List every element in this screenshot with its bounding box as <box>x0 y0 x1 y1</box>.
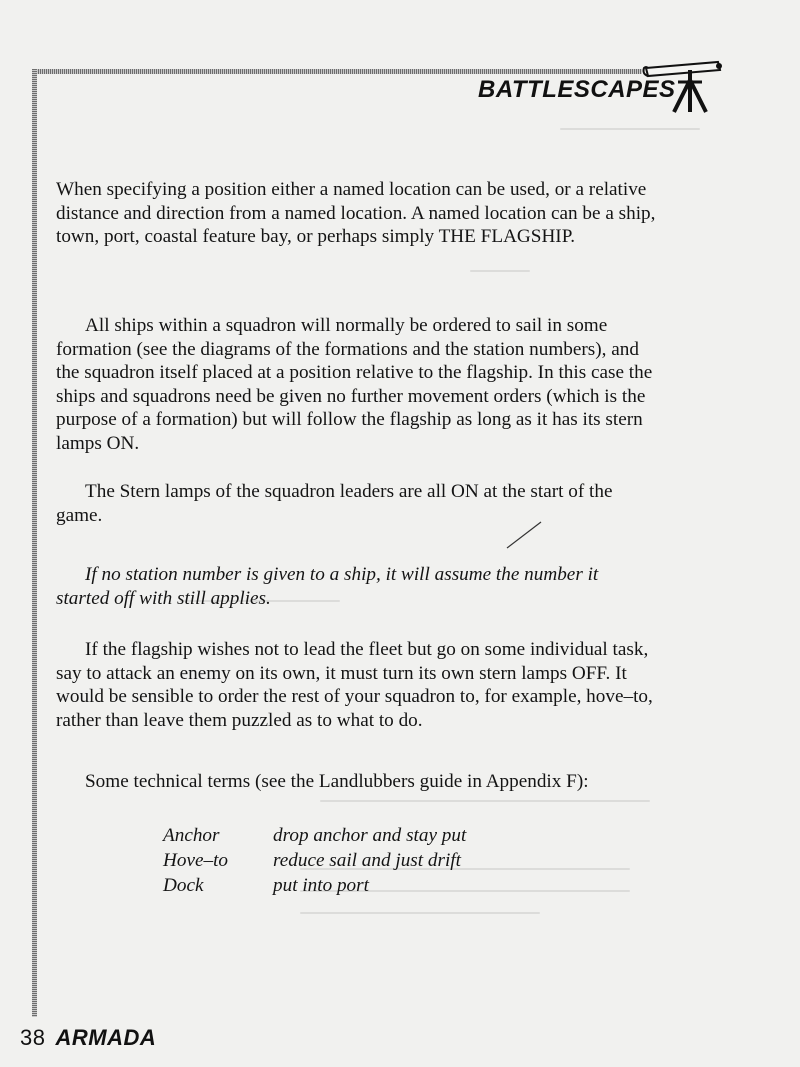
term-row <box>163 823 466 848</box>
paragraph-stern-lamps: The Stern lamps of the squadron leaders are all ON at the start of the game. <box>56 481 613 526</box>
bleed-through-mark <box>470 270 530 272</box>
header-rule <box>32 69 642 74</box>
term-name: Hove–to <box>163 850 229 871</box>
bleed-through-mark <box>320 800 650 802</box>
paragraph-formation: All ships within a squadron will normally be ordered to sail in some formation (see the diagrams of the formations and the station numbers), and the squadron itself placed at a position relative to the flagship. In this case the ships and squadrons need be given no further movement orders (which is the purpose of a formation) but will follow the flagship as long as it has its stern lamps ON. <box>56 315 653 454</box>
term-definition: drop anchor and stay put <box>273 825 467 846</box>
header-title: BATTLESCAPES <box>478 76 676 103</box>
term-definition: reduce sail and just drift <box>273 850 461 871</box>
crossed-swords-logo-icon <box>640 58 724 114</box>
term-row <box>163 873 466 898</box>
term-definition: put into port <box>273 875 369 896</box>
pen-stroke-mark <box>505 520 545 550</box>
terms-list <box>163 823 466 898</box>
page-number: 38 <box>20 1025 46 1050</box>
paragraph-station-number-note: If no station number is given to a ship, it will assume the number it started off with still applies. <box>56 564 599 609</box>
left-margin-rule <box>32 69 37 1017</box>
paragraph-position: When specifying a position either a named location can be used, or a relative distance and direction from a named location. A named location can be a ship, town, port, coastal feature bay, or perhaps simply THE FLAGSHIP. <box>56 179 656 248</box>
footer-title: ARMADA <box>55 1025 157 1050</box>
page-footer <box>20 1025 156 1051</box>
bleed-through-mark <box>560 128 700 130</box>
term-name: Anchor <box>163 825 220 846</box>
bleed-through-mark <box>300 912 540 914</box>
paragraph-technical-terms: Some technical terms (see the Landlubbers guide in Appendix F): <box>85 771 589 792</box>
paragraph-flagship-task: If the flagship wishes not to lead the fleet but go on some individual task, say to attack an enemy on its own, it must turn its own stern lamps OFF. It would be sensible to order the rest of your squadron to, for example, hove–to, rather than leave them puzzled as to what to do. <box>56 639 653 731</box>
term-row <box>163 848 466 873</box>
term-name: Dock <box>163 875 204 896</box>
